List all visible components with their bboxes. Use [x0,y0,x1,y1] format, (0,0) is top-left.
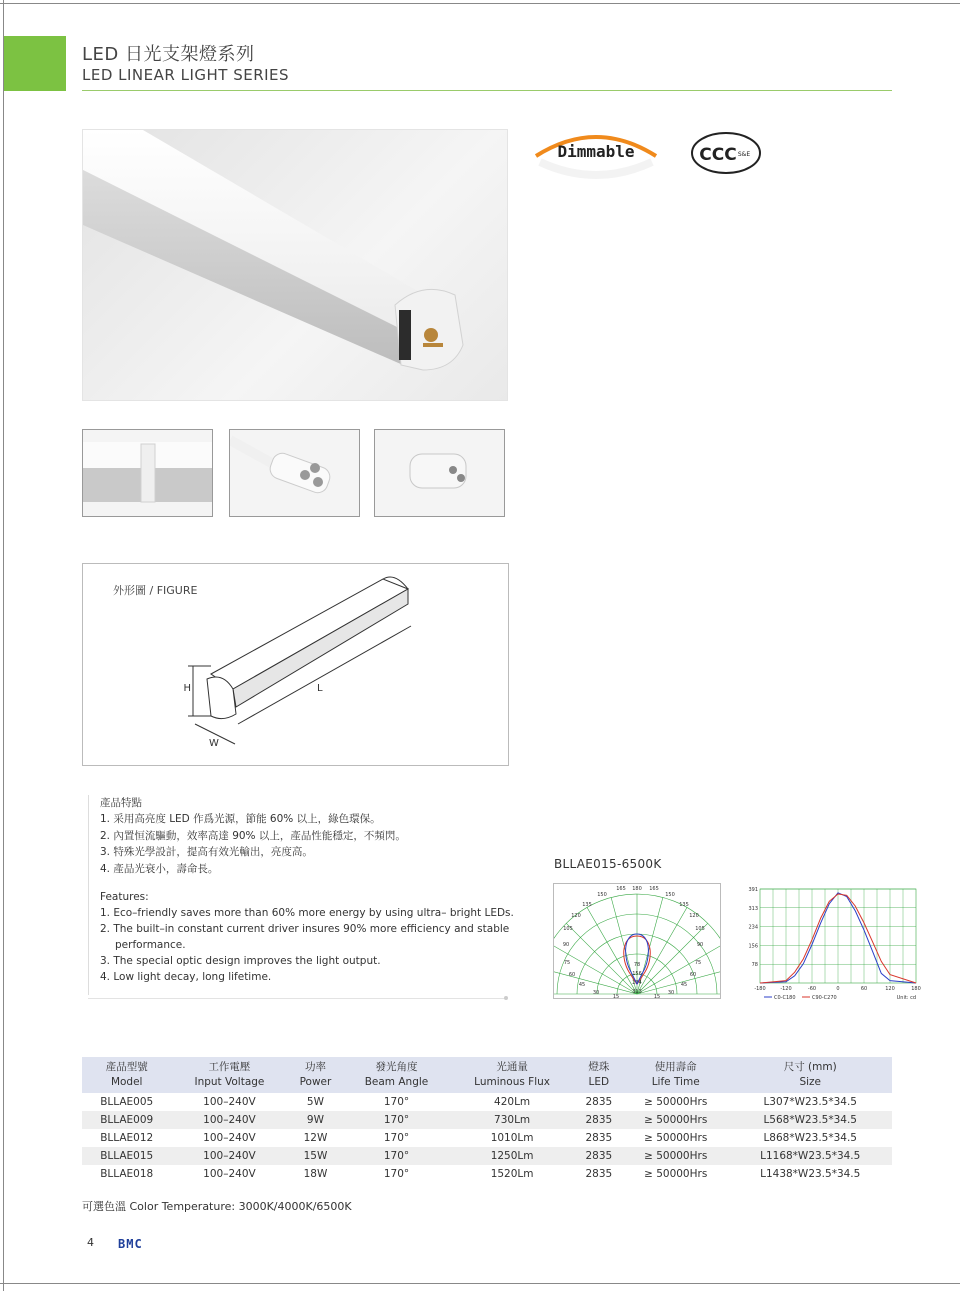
curve-y-tick: 391 [748,887,758,893]
chart-title: BLLAE015-6500K [554,857,662,871]
polar-angle-label: 105 [563,926,573,932]
dimension-figure [82,563,509,766]
frame-bottom [0,1283,960,1284]
th-size: 尺寸 (mm) Size [728,1057,892,1093]
table-row: BLLAE018 100–240V 18W 170° 1520Lm 2835 ≥ 50000Hrs L1438*W23.5*34.5 [100,1168,861,1180]
polar-angle-label: 120 [571,913,581,919]
th-voltage: 工作電壓 Input Voltage [171,1057,287,1093]
polar-angle-label: 60 [689,972,697,978]
page-number: 4 [87,1236,94,1249]
figure-label: 外形圖 / FIGURE [113,584,198,597]
polar-angle-label: 30 [667,990,675,996]
curve-legend-label: C0-C180 [774,995,796,1001]
features-cn-item: 2. 內置恒流驅動，效率高達 90% 以上，產品性能穩定，不頻閃。 [100,829,406,842]
features-bracket-bottom [88,998,506,999]
polar-angle-label: 30 [592,990,600,996]
thumbnail-connector-cable [229,429,360,517]
curve-y-tick: 156 [748,943,758,950]
features-en-heading: Features: [100,891,149,903]
polar-radial-label: 313 [632,989,642,995]
features-en-item: 3. The special optic design improves the light output. [100,955,381,967]
th-luminous-flux: 光通量 Luminous Flux [449,1057,574,1093]
features-en-item: 4. Low light decay, long lifetime. [100,971,272,983]
ccc-sub-text: S&E [737,151,751,158]
page-title-en: LED LINEAR LIGHT SERIES [82,66,290,84]
features-cn-item: 4. 產品光衰小，壽命長。 [100,862,219,875]
polar-angle-label: 105 [695,926,705,932]
polar-angle-label: 75 [563,960,571,966]
th-led: 燈珠 LED [575,1057,623,1093]
ccc-certification-badge [690,131,762,175]
table-row: BLLAE015 100–240V 15W 170° 1250Lm 2835 ≥ 50000Hrs L1168*W23.5*34.5 [82,1147,892,1165]
curve-y-tick: 313 [748,905,758,912]
polar-radial-label: 234 [632,980,642,986]
polar-spoke [637,907,687,994]
color-temperature-note: 可選色溫 Color Temperature: 3000K/4000K/6500K [82,1200,352,1213]
dimmable-text: Dimmable [557,142,635,161]
dimension-l: L [317,683,323,694]
polar-spoke [637,944,720,994]
curve-y-tick: 234 [748,924,758,931]
curve-legend-label: C90-C270 [812,995,837,1001]
curve-x-tick: 120 [885,986,895,992]
features-cn [100,795,406,877]
thumbnail-connector [374,429,505,517]
header-accent [4,36,66,91]
th-power: 功率 Power [287,1057,343,1093]
polar-angle-label: 60 [568,972,576,978]
features-bracket [88,795,89,995]
polar-distribution-chart [553,883,721,999]
page-title-cn: LED 日光支架燈系列 [82,44,255,65]
polar-angle-label: 165 [649,886,659,892]
features-cn-heading: 產品特點 [100,797,142,809]
polar-angle-label: 135 [679,902,689,908]
frame-left [3,0,4,1291]
dimension-h: H [183,683,191,694]
table-header-row [82,1057,892,1093]
polar-angle-label: 150 [665,892,675,898]
intensity-curve-chart [740,883,922,1003]
title-divider [82,90,892,91]
polar-angle-label: 90 [696,942,704,948]
polar-angle-label: 180 [632,886,642,892]
th-life-time: 使用壽命 Life Time [623,1057,728,1093]
thumbnail-connection [82,429,213,517]
curve-x-tick: 180 [911,986,921,992]
polar-angle-label: 15 [653,994,661,998]
polar-angle-label: 120 [689,913,699,919]
polar-angle-label: 75 [694,960,702,966]
product-hero-image [82,129,508,401]
curve-x-tick: 60 [860,986,868,992]
curve-x-tick: -60 [807,986,817,992]
polar-angle-label: 15 [612,994,620,998]
spec-table [82,1057,892,1183]
features-cn-item: 3. 特殊光學設計，提高有效光輸出，亮度高。 [100,846,313,859]
features-en-item: 2. The built–in constant current driver insures 90% more efficiency and stable [100,923,510,935]
th-beam-angle: 發光角度 Beam Angle [344,1057,450,1093]
th-model: 產品型號 Model [82,1057,171,1093]
curve-unit-label: Unit: cd [896,995,916,1001]
features-en-item-continued: performance. [115,939,186,951]
dimension-w: W [209,738,219,749]
table-row: BLLAE009 100–240V 9W 170° 730Lm 2835 ≥ 50000Hrs L568*W23.5*34.5 [82,1111,892,1129]
polar-angle-label: 135 [582,902,592,908]
table-row: BLLAE005 100–240V 5W 170° 420Lm 2835 ≥ 50000Hrs L307*W23.5*34.5 [100,1096,857,1108]
features-en-item: 1. Eco–friendly saves more than 60% more energy by using ultra– bright LEDs. [100,907,514,919]
polar-angle-label: 45 [680,982,688,988]
polar-spoke [554,944,637,994]
features-cn-item: 1. 采用高亮度 LED 作爲光源，節能 60% 以上，綠色環保。 [100,813,381,826]
curve-x-tick: -180 [754,986,766,992]
polar-spoke [587,907,637,994]
curve-x-tick: -120 [780,986,792,992]
frame-top [0,3,960,4]
polar-radial-label: 78 [633,962,641,968]
dimmable-badge [530,126,662,190]
features-bracket-dot [504,996,508,1000]
features-en [100,889,514,985]
polar-radial-label: 156 [632,971,642,977]
polar-angle-label: 45 [578,982,586,988]
polar-angle-label: 165 [616,886,626,892]
ccc-text: CCC [699,145,737,165]
polar-angle-label: 150 [597,892,607,898]
curve-y-tick: 78 [751,962,758,969]
table-row: BLLAE012 100–240V 12W 170° 1010Lm 2835 ≥ 50000Hrs L868*W23.5*34.5 [100,1132,857,1144]
polar-angle-label: 90 [562,942,570,948]
brand-logo: BMC [118,1237,143,1251]
curve-x-tick: 0 [836,986,840,992]
